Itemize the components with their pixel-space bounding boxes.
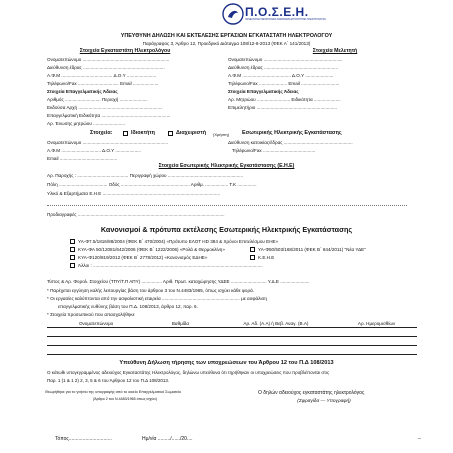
declaration-text-1: Ο κάτωθι υπογεγραμμένος αδειούχος Εγκαταστάτης Ηλεκτρολόγος, δηλώνω υπεύθυνα ότι τηρήθηκαν οι υποχρεώσεις που προβλέπονται στις: [47, 370, 330, 375]
signatory-label: Ο δηλών αδειούχος εγκαταστάτης ηλεκτρολόγος: [258, 390, 365, 396]
installation-heading: Στοιχεία Εσωτερικής Ηλεκτρικής Εγκατάστασης (Ε.Η.Ε): [158, 163, 295, 169]
owner-label: Στοιχεία:: [90, 130, 113, 136]
standard-item-other[interactable]: Άλλοι : .....................................................................................................................................: [78, 263, 263, 268]
signature-stamp-label[interactable]: (Σφραγίδα — Υπογραφή): [297, 399, 351, 404]
owner-email[interactable]: Email .............................................: [47, 156, 118, 161]
engineer-registry[interactable]: Αρ. Μητρώου .......................... Ειδικότητα .....................: [228, 97, 341, 102]
table-row[interactable]: [47, 346, 417, 355]
manager-option-note: (Χρήστη): [213, 131, 230, 137]
installer-issuer[interactable]: Εκδούσα Αρχή ..................................................................: [47, 105, 163, 110]
standard-checkbox-5[interactable]: [250, 255, 255, 260]
union-certification-note: (Άρθρο 2 του Ν.4483/1965 όπως ισχύει): [93, 397, 157, 401]
staff-table: [47, 320, 417, 355]
owner-afm[interactable]: Α.Φ.Μ ............................... Δ.Ο.Υ ....................: [47, 148, 141, 153]
owner-phone[interactable]: Τηλέφωνο/Fax .........................................: [232, 148, 316, 153]
form-title: ΥΠΕΥΘΥΝΗ ΔΗΛΩΣΗ ΚΑΙ ΕΚΤΕΛΕΣΗΣ ΕΡΓΑΣΙΩΝ ΕΓΚΑΤΑΣΤΑΤΗ ΗΛΕΚΤΡΟΛΟΓΟΥ: [120, 33, 333, 39]
owner-option-label: Ιδιοκτήτη: [131, 130, 155, 136]
union-certification: Θεωρήθηκε για το γνήσιο της υπογραφής από το οικείο Επαγγελματικό Σωματείο: [45, 390, 181, 394]
installation-type-line-2[interactable]: [47, 205, 407, 206]
installer-name[interactable]: Ονοματεπώνυμο ....................................................................: [47, 57, 170, 62]
engineer-heading: Στοιχεία Μελετητή: [312, 48, 358, 54]
staff-table-header: [47, 320, 417, 328]
logo-text: Π.Ο.Σ.Ε.Η.: [245, 5, 309, 19]
installer-license-number[interactable]: Αριθμός ............................ Περιοχή ......................: [47, 97, 148, 102]
staff-col-license: Αρ. Αδ. (Α.Α) ή Βεβ. Αναγ. (Β.Α): [243, 321, 309, 326]
standard-item-2: ΚΥΑ-ΦΑ 50/12081/642/2006 (ΦΕΚ Β΄ 1222/2006) «Ρολά & Θερμοκλίνη»: [78, 247, 225, 252]
logo-emblem-icon: [222, 3, 244, 25]
table-row[interactable]: [47, 337, 417, 346]
installer-afm[interactable]: Α.Φ.Μ ........................................ Δ.Ο.Υ .......................: [47, 73, 157, 78]
owner-heading: Εσωτερικής Ηλεκτρικής Εγκατάστασης: [242, 130, 342, 136]
standard-item-3: ΥΑ-Φ50/503/168/2011 (ΦΕΚ Β΄ 844/2011) "Νέα ΥΔΕ": [258, 247, 366, 252]
logo: [222, 3, 326, 33]
staff-col-days: Αρ. Ημερομισθίων: [357, 321, 396, 326]
engineer-phone[interactable]: Τηλέφωνο/Fax ...................... Email ..............................: [228, 81, 340, 86]
installer-address[interactable]: Διεύθυνση έδρας ................................................................: [47, 65, 165, 70]
table-row[interactable]: [47, 328, 417, 337]
standard-checkbox-1[interactable]: [70, 239, 75, 244]
warranty-note: * Παρέχεται εγγύηση καλής λειτουργίας βάση του άρθρου 3 του Ν.4483/1965, όπως ισχύει κάθε φορά.: [47, 288, 255, 293]
standards-heading: Κανονισμοί & πρότυπα εκτέλεσης Εσωτερικής Ηλεκτρικής Εγκατάστασης: [100, 225, 353, 234]
staff-col-name: Ονοματεπώνυμο: [78, 321, 114, 326]
manager-checkbox[interactable]: [168, 131, 173, 136]
standard-item-4: ΚΥΑ-Φ120/819/2012 (ΦΕΚ Β΄ 2778/2012) «Κανονισμός ΕΔΗΕ»: [78, 255, 208, 260]
staff-col-grade: Βαθμίδα: [171, 321, 190, 326]
insurance-note: επαγγελματικής ευθύνης βάση του Π.Δ. 108/2013, άρθρο 12, παρ. 6.: [58, 304, 198, 309]
installer-phone[interactable]: Τηλέφωνο/Fax ................................ Email ....................: [47, 81, 159, 86]
engineer-afm[interactable]: Α.Φ.Μ ...................................... Δ.Ο.Υ ......................: [228, 73, 334, 78]
engineer-address[interactable]: Διεύθυνση έδρας ..........................................................: [228, 65, 339, 70]
installer-heading: Στοιχεία Εγκαταστάτη Ηλεκτρολόγου: [79, 48, 171, 54]
declaration-text-2: Παρ. 1 (1 & 1 2) 2, 3, 5 & 6 του Άρθρου 12 του Π.Δ 108/2013.: [47, 378, 170, 383]
standard-checkbox-2[interactable]: [70, 247, 75, 252]
standard-checkbox-3[interactable]: [250, 247, 255, 252]
installation-supply[interactable]: Αρ. Παροχής : ........................................ Περιγραφή χώρου ...........................................................: [47, 173, 244, 178]
tax-receipt-line[interactable]: Τύπος & Αρ. Φορολ. Στοιχείου (ΤΠΥ/Τ.Π ΑΠΥ) ................ Αριθ. Πρωτ. καταχώρησης ΥΔΕΕ ............................ Υ.Δ.Ε .......................: [47, 279, 310, 284]
installer-license-heading: Στοιχεία Επαγγελματικής Άδειας: [47, 89, 118, 94]
installation-city[interactable]: Πόλη ...................................... Οδός ...................................................... Αριθμ. .................. Τ.Κ ...............: [47, 182, 257, 187]
staff-note: * Στοιχεία προσωπικού που απασχολήθηκε: [47, 312, 135, 317]
manager-option-label: Διαχειριστή: [176, 130, 207, 136]
place-field[interactable]: Τόπος...............................: [55, 436, 112, 442]
installation-purpose[interactable]: Προδιαγραφές ...................................................................................................................: [47, 212, 225, 217]
insurance-line[interactable]: * Οι εργασίες καλύπτονται από την ασφαλιστική εταιρεία ............................................................. με ασφάλιση: [47, 296, 267, 301]
engineer-chamber[interactable]: Επιμελητήριο ...............................................................: [228, 105, 338, 110]
declaration-heading: Υπεύθυνη Δήλωση τήρησης των υποχρεώσεων του Άρθρου 12 του Π.Δ 108/2013: [119, 360, 334, 366]
logo-subtitle: ΠΑΝΕΛΛΗΝΙΑ ΟΜΟΣΠΟΝΔΙΑ ΣΩΜΑΤΕΙΩΝ ΕΡΓΟΛΗΠΤΩΝ ΗΛΕΚΤΡΟΛΟΓΩΝ: [245, 19, 326, 21]
date-field[interactable]: Ημ/νία ........./....../20....: [142, 436, 193, 442]
standard-item-5: Κ.Ε.Η.Ε: [258, 255, 275, 260]
standard-item-1: ΥΑ-Φ7.5/1816/88/2004 (ΦΕΚ Β΄ 470/2004) «Πρότυπο ΕΛΟΤ HD 384 & Χρόνοι Επιτελέσμου ΕΗΕ»: [78, 239, 279, 244]
installation-type[interactable]: Υλικό & Εξαρτήματα Ε.Η.Ε ............................................................................................: [47, 191, 221, 196]
engineer-name[interactable]: Ονοματεπώνυμο ..............................................................: [228, 57, 343, 62]
owner-address[interactable]: Διεύθυνση κατοικίας/έδρας ......................................................: [228, 140, 353, 145]
engineer-license-heading: Στοιχεία Επαγγελματικής Άδειας: [228, 89, 299, 94]
standard-checkbox-4[interactable]: [70, 255, 75, 260]
owner-name[interactable]: Ονοματεπώνυμο ...................................................................: [47, 140, 169, 145]
installer-registry[interactable]: Αρ. Ένωσης μητρώου .........................: [47, 121, 126, 126]
owner-checkbox[interactable]: [123, 131, 128, 136]
standard-checkbox-6[interactable]: [70, 263, 75, 268]
form-subtitle: Παράγραφος 3, Άρθρο 12, Προεδρικό Διάταγμα 108/12-6-2013 (ΦΕΚ Α΄ 141/2013): [142, 41, 311, 46]
installer-specialty[interactable]: Επαγγελματική Ειδικότητα ......................................................: [47, 113, 171, 118]
footer-dash: –: [418, 436, 421, 442]
